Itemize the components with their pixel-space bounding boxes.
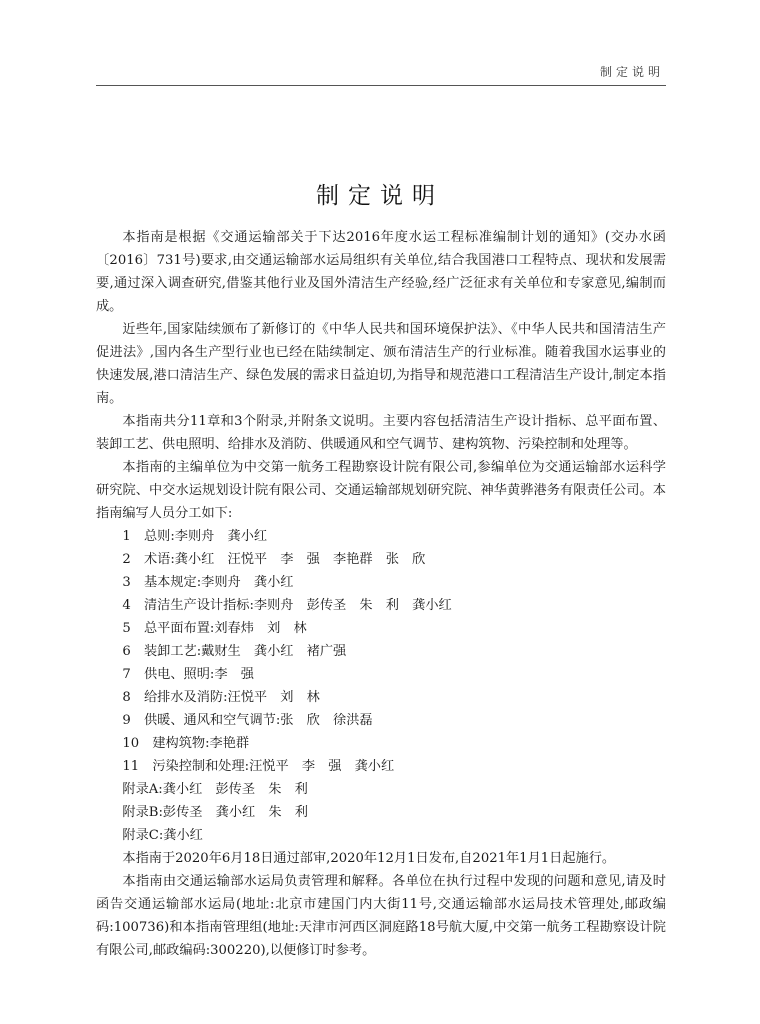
staff-list-item: 3 基本规定:李则舟 龚小红	[122, 575, 294, 590]
staff-list-item: 5 总平面布置:刘春炜 刘 林	[122, 621, 307, 636]
paragraph-basis: 本指南是根据《交通运输部关于下达2016年度水运工程标准编制计划的通知》(交办水函〔2016〕731号)要求,由交通运输部水运局组织有关单位,结合我国港口工程特点、现状和发展需要,通过深入调查研究,借鉴其他行业及国外清洁生产经验,经广泛征求有关单位和专家意见,编制而成。	[96, 230, 666, 314]
staff-list-item: 10 建构筑物:李艳群	[122, 736, 250, 751]
staff-list	[96, 525, 666, 847]
header-rule	[96, 85, 666, 86]
staff-list-item: 附录A:龚小红 彭传圣 朱 利	[122, 782, 308, 797]
staff-list-item: 2 术语:龚小红 汪悦平 李 强 李艳群 张 欣	[122, 552, 426, 567]
staff-list-item: 8 给排水及消防:汪悦平 刘 林	[122, 690, 320, 705]
paragraph-contents: 本指南共分11章和3个附录,并附条文说明。主要内容包括清洁生产设计指标、总平面布置、装卸工艺、供电照明、给排水及消防、供暖通风和空气调节、建构筑物、污染控制和处理等。	[96, 414, 666, 452]
paragraph-feedback: 本指南由交通运输部水运局负责管理和解释。各单位在执行过程中发现的问题和意见,请及时函告交通运输部水运局(地址:北京市建国门内大街11号,交通运输部水运局技术管理处,邮政编码:100736)和本指南管理组(地址:天津市河西区洞庭路18号航大厦,中交第一航务工程勘察设计院有限公司,邮政编码:300220),以便修订时参考。	[96, 874, 666, 958]
staff-list-item: 附录C:龚小红	[122, 828, 203, 843]
document-body	[96, 226, 666, 962]
staff-list-item: 1 总则:李则舟 龚小红	[122, 529, 268, 544]
running-header: 制定说明	[599, 65, 664, 79]
paragraph-effective-date: 本指南于2020年6月18日通过部审,2020年12月1日发布,自2021年1月1日起施行。	[122, 851, 616, 866]
staff-list-item: 4 清洁生产设计指标:李则舟 彭传圣 朱 利 龚小红	[122, 598, 452, 613]
staff-list-item: 6 装卸工艺:戴财生 龚小红 褚广强	[122, 644, 347, 659]
staff-list-item: 9 供暖、通风和空气调节:张 欣 徐洪磊	[122, 713, 373, 728]
staff-list-item: 附录B:彭传圣 龚小红 朱 利	[122, 805, 308, 820]
page-title: 制定说明	[316, 183, 444, 209]
paragraph-units: 本指南的主编单位为中交第一航务工程勘察设计院有限公司,参编单位为交通运输部水运科学研究院、中交水运规划设计院有限公司、交通运输部规划研究院、神华黄骅港务有限责任公司。本指南编写人员分工如下:	[96, 460, 666, 521]
staff-list-item: 7 供电、照明:李 强	[122, 667, 254, 682]
paragraph-background: 近些年,国家陆续颁布了新修订的《中华人民共和国环境保护法》、《中华人民共和国清洁生产促进法》,国内各生产型行业也已经在陆续制定、颁布清洁生产的行业标准。随着我国水运事业的快速发展,港口清洁生产、绿色发展的需求日益迫切,为指导和规范港口工程清洁生产设计,制定本指南。	[96, 322, 666, 406]
staff-list-item: 11 污染控制和处理:汪悦平 李 强 龚小红	[122, 759, 395, 774]
